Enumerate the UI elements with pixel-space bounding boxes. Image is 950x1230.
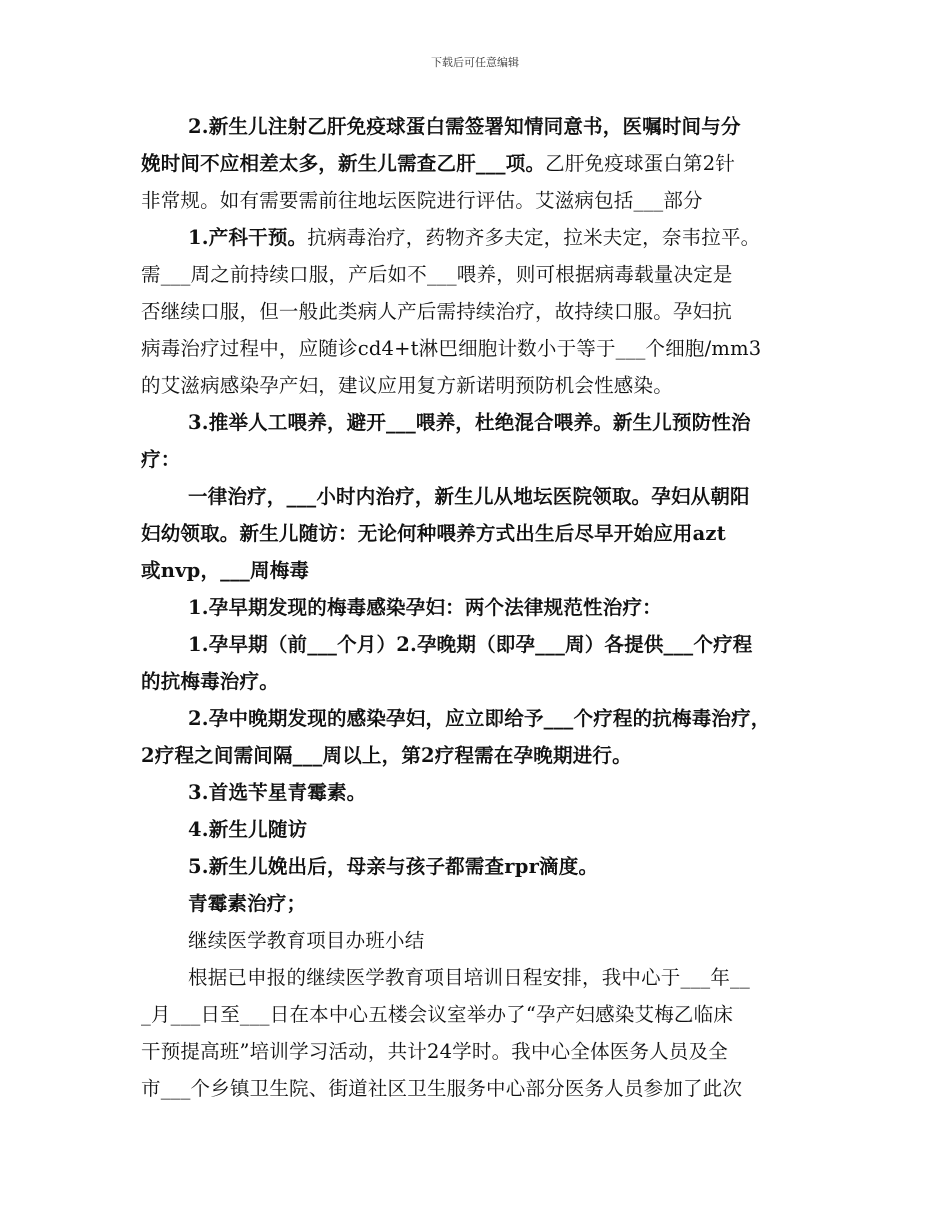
text-line-content: 4.新生儿随访 bbox=[188, 818, 308, 841]
text-line-content: 3.首选苄星青霉素。 bbox=[188, 781, 367, 804]
text-line-content: 2.孕中晚期发现的感染孕妇，应立即给予___个疗程的抗梅毒治疗， bbox=[188, 707, 771, 730]
text-line-content: _月___日至___日在本中心五楼会议室举办了“孕产妇感染艾梅乙临床 bbox=[141, 1003, 734, 1026]
text-line-content: 否继续口服，但一般此类病人产后需持续治疗，故持续口服。孕妇抗 bbox=[141, 300, 733, 323]
text-line-content: 或nvp，___周梅毒 bbox=[141, 559, 310, 582]
text-line bbox=[141, 774, 813, 811]
text-line-content: 非常规。如有需要需前往地坛医院进行评估。艾滋病包括___部分 bbox=[141, 189, 703, 212]
text-line-content: 一律治疗，___小时内治疗，新生儿从地坛医院领取。孕妇从朝阳 bbox=[188, 485, 750, 508]
text-line bbox=[141, 552, 813, 589]
text-line-content: 疗： bbox=[141, 448, 181, 471]
text-line-content: 2.新生儿注射乙肝免疫球蛋白需签署知情同意书，医嘱时间与分 bbox=[188, 115, 741, 138]
text-line-content: 市___个乡镇卫生院、街道社区卫生服务中心部分医务人员参加了此次 bbox=[141, 1077, 743, 1100]
text-line-content: 娩时间不应相差太多，新生儿需查乙肝___项。 bbox=[141, 152, 546, 175]
text-line bbox=[141, 922, 813, 959]
text-line bbox=[141, 145, 813, 182]
text-line bbox=[141, 293, 813, 330]
text-line-content: 干预提高班”培训学习活动，共计24学时。我中心全体医务人员及全 bbox=[141, 1040, 728, 1063]
text-line bbox=[141, 404, 813, 441]
text-line-content: 继续医学教育项目办班小结 bbox=[188, 929, 425, 952]
text-line-content: 的抗梅毒治疗。 bbox=[141, 670, 279, 693]
text-line bbox=[141, 700, 813, 737]
text-line bbox=[141, 478, 813, 515]
text-line bbox=[141, 108, 813, 145]
text-line-content: 2疗程之间需间隔___周以上，第2疗程需在孕晚期进行。 bbox=[141, 744, 632, 767]
text-line bbox=[141, 959, 813, 996]
text-line-content: 1.产科干预。 bbox=[188, 226, 308, 249]
page-header: 下载后可任意编辑 bbox=[431, 56, 519, 69]
text-line bbox=[141, 515, 813, 552]
text-line bbox=[141, 1033, 813, 1070]
text-line bbox=[141, 811, 813, 848]
text-line bbox=[141, 626, 813, 663]
text-line-content: 病毒治疗过程中，应随诊cd4+t淋巴细胞计数小于等于___个细胞/mm3 bbox=[141, 337, 762, 360]
text-line-content: 根据已申报的继续医学教育项目培训日程安排，我中心于___年__ bbox=[188, 966, 750, 989]
text-line bbox=[141, 996, 813, 1033]
text-line-content: 5.新生儿娩出后，母亲与孩子都需查rpr滴度。 bbox=[188, 855, 599, 878]
text-line bbox=[141, 663, 813, 700]
text-line-tail: 抗病毒治疗，药物齐多夫定，拉米夫定，奈韦拉平。 bbox=[307, 226, 761, 249]
text-line bbox=[141, 330, 813, 367]
text-line-content: 青霉素治疗； bbox=[188, 892, 307, 915]
text-line-content: 妇幼领取。新生儿随访：无论何种喂养方式出生后尽早开始应用azt bbox=[141, 522, 726, 545]
text-line-content: 3.推举人工喂养，避开___喂养，杜绝混合喂养。新生儿预防性治 bbox=[188, 411, 751, 434]
text-line bbox=[141, 256, 813, 293]
text-line-content: 需___周之前持续口服，产后如不___喂养，则可根据病毒载量决定是 bbox=[141, 263, 733, 286]
text-line-tail: 乙肝免疫球蛋白第2针 bbox=[545, 152, 736, 175]
text-line-content: 1.孕早期发现的梅毒感染孕妇：两个法律规范性治疗： bbox=[188, 596, 662, 619]
text-line bbox=[141, 848, 813, 885]
text-line-content: 的艾滋病感染孕产妇，建议应用复方新诺明预防机会性感染。 bbox=[141, 374, 673, 397]
text-line bbox=[141, 737, 813, 774]
text-line bbox=[141, 367, 813, 404]
text-line-content: 1.孕早期（前___个月）2.孕晚期（即孕___周）各提供___个疗程 bbox=[188, 633, 753, 656]
text-line bbox=[141, 1070, 813, 1107]
text-line bbox=[141, 441, 813, 478]
text-line bbox=[141, 885, 813, 922]
document-body bbox=[141, 108, 813, 1107]
text-line bbox=[141, 589, 813, 626]
text-line bbox=[141, 219, 813, 256]
text-line bbox=[141, 182, 813, 219]
